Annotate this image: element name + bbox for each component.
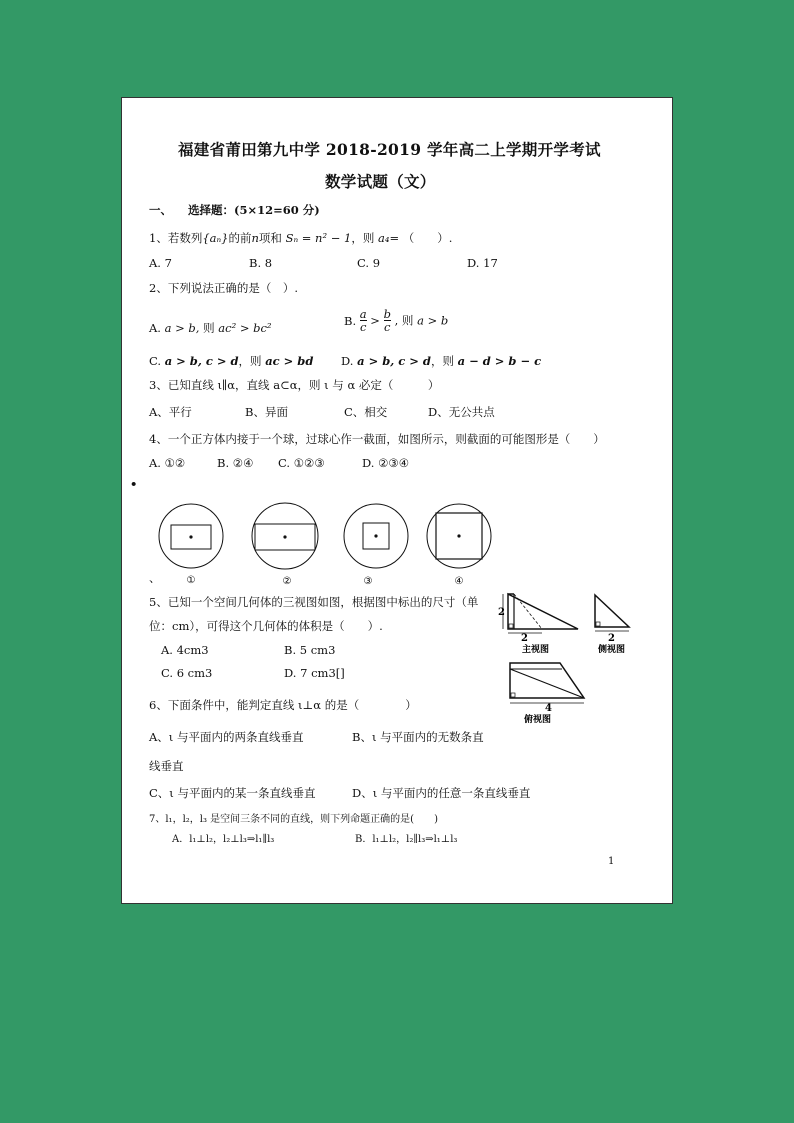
q7-option-b: B．l₁⊥l₂，l₂∥l₃⇒l₁⊥l₃ [355, 834, 458, 845]
figure-2-label: ② [282, 576, 292, 587]
q4-option-d: D. ②③④ [362, 456, 410, 470]
front-height-dim: 2 [498, 607, 505, 618]
question-5-line-2: 位：cm），可得这个几何体的体积是（ ）. [149, 619, 383, 633]
exam-title: 福建省莆田第九中学 2018-2019 学年高二上学期开学考试 [178, 140, 601, 159]
q6-option-a: A、ι 与平面内的两条直线垂直 [149, 730, 304, 744]
cross-section-figures [152, 498, 492, 590]
q2-option-d: D. a > b, c > d，则 a − d > b − c [341, 354, 542, 368]
question-2-stem: 2、下列说法正确的是（ ）. [149, 281, 298, 295]
q2-option-b: B. $\frac{a}{c}$ > $\frac{b}{c}$ , 则 a > b [344, 307, 449, 334]
q1-option-c: C. 9 [357, 256, 381, 270]
figure-4-circle-inscribed-square [427, 504, 491, 568]
q2-option-c: C. a > b, c > d，则 ac > bd [149, 354, 314, 368]
top-width-dim: 4 [545, 703, 552, 714]
q4-option-c: C. ①②③ [278, 456, 325, 470]
question-4-stem: 4、一个正方体内接于一个球，过球心作一截面，如图所示，则截面的可能图形是（ ） [149, 432, 605, 446]
question-3-stem: 3、已知直线 ι∥α，直线 a⊂α，则 ι 与 α 必定（ ） [149, 378, 440, 392]
stray-comma: 、 [149, 571, 161, 585]
fraction-a-over-c: $\frac{a}{c}$ [359, 307, 367, 334]
question-7-stem: 7、l₁，l₂，l₃ 是空间三条不同的直线，则下列命题正确的是( ) [149, 814, 438, 825]
three-view-drawing [498, 590, 638, 724]
front-view-label: 主视图 [522, 645, 550, 655]
question-5-line-1: 5、已知一个空间几何体的三视图如图，根据图中标出的尺寸（单 [149, 595, 479, 609]
q3-option-b: B、异面 [245, 405, 288, 419]
q3-option-d: D、无公共点 [428, 405, 495, 419]
figure-2-circle-wide-rectangle [252, 503, 318, 569]
stray-bullet: • [130, 477, 138, 491]
q6-option-b: B、ι 与平面内的无数条直 [352, 730, 484, 744]
q1-option-d: D. 17 [467, 256, 498, 270]
figure-3-circle-small-square [344, 504, 408, 568]
q4-option-a: A. ①② [149, 456, 186, 470]
q1-option-a: A. 7 [149, 256, 172, 270]
q5-option-c: C. 6 cm3 [161, 666, 213, 680]
page-number: 1 [608, 856, 615, 867]
top-view-label: 俯视图 [524, 715, 552, 724]
q3-option-a: A、平行 [149, 405, 192, 419]
figure-1-label: ① [186, 575, 196, 586]
q1-option-b: B. 8 [249, 256, 273, 270]
q7-option-a: A．l₁⊥l₂，l₂⊥l₃⇒l₁∥l₃ [172, 834, 275, 845]
figure-3-label: ③ [363, 576, 373, 587]
q5-option-a: A. 4cm3 [161, 643, 209, 657]
exam-subtitle: 数学试题（文） [325, 172, 436, 191]
q6-option-b-continued: 线垂直 [149, 759, 184, 773]
q6-option-c: C、ι 与平面内的某一条直线垂直 [149, 786, 316, 800]
sum-formula: Sₙ = n² − 1 [285, 231, 352, 245]
q5-option-d: D. 7 cm3[] [284, 666, 345, 680]
side-view-label: 侧视图 [598, 645, 626, 655]
q5-option-b: B. 5 cm3 [284, 643, 336, 657]
figure-1-circle-rectangle [159, 504, 223, 568]
top-view [510, 663, 584, 703]
section-title: 选择题：(5×12=60 分) [188, 203, 320, 217]
q3-option-c: C、相交 [344, 405, 388, 419]
side-width-dim: 2 [608, 633, 615, 644]
question-6-stem: 6、下面条件中，能判定直线 ι⊥α 的是（ ） [149, 698, 417, 712]
exam-page [121, 97, 673, 904]
front-width-dim: 2 [521, 633, 528, 644]
sequence-symbol: {aₙ} [202, 231, 229, 245]
side-view [595, 595, 629, 631]
fraction-b-over-c: $\frac{b}{c}$ [383, 307, 391, 334]
question-1-stem: 1、若数列{aₙ}的前n项和 Sₙ = n² − 1，则 a₄= （ ）. [149, 231, 453, 245]
q4-option-b: B. ②④ [217, 456, 254, 470]
figure-4-label: ④ [454, 576, 464, 587]
section-number: 一、 [149, 203, 172, 217]
front-view [503, 594, 578, 633]
q2-option-a: A. a > b, 则 ac² > bc² [149, 321, 272, 335]
q6-option-d: D、ι 与平面内的任意一条直线垂直 [352, 786, 531, 800]
